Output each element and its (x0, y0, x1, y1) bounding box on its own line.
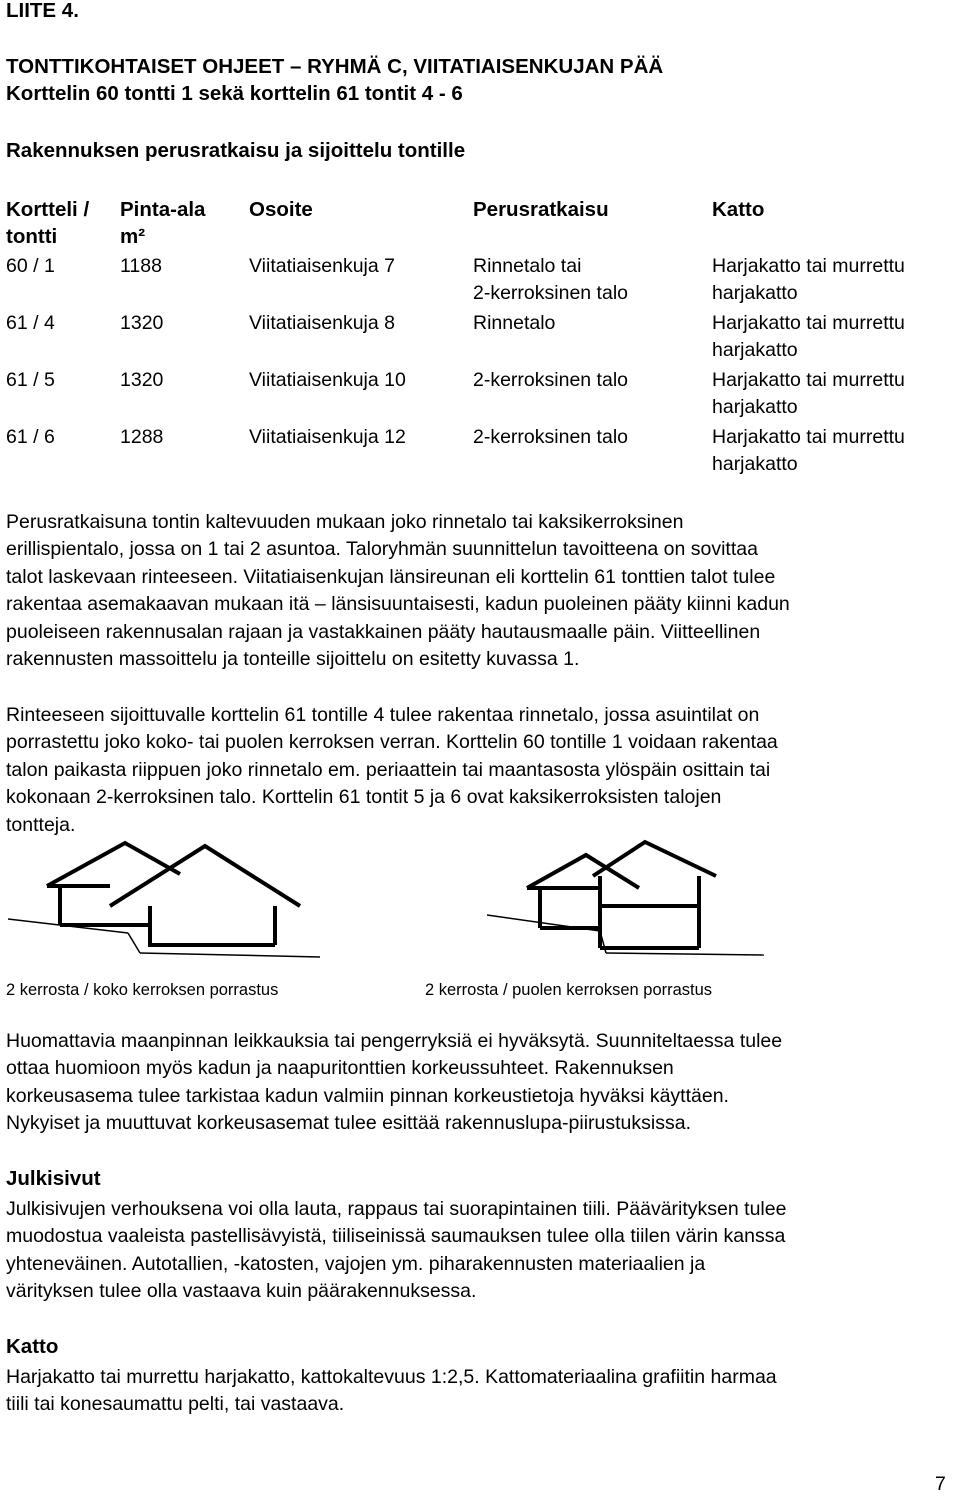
cell-solution: 2-kerroksinen talo (473, 369, 628, 391)
roof-heading: Katto (6, 1335, 59, 1358)
cell-roof: Harjakatto tai murrettu harjakatto (712, 312, 905, 361)
header-area: Pinta-ala m² (120, 198, 206, 248)
page-number: 7 (935, 1473, 946, 1495)
cell-address: Viitatiaisenkuja 7 (249, 255, 395, 277)
figure-caption-right: 2 kerrosta / puolen kerroksen porrastus (425, 981, 713, 999)
cell-area: 1288 (120, 426, 164, 448)
house-half-storey-figure (527, 842, 716, 948)
cell-roof: Harjakatto tai murrettu harjakatto (712, 426, 905, 475)
cell-roof: Harjakatto tai murrettu harjakatto (712, 369, 905, 418)
cell-address: Viitatiaisenkuja 12 (249, 426, 406, 448)
cell-area: 1320 (120, 369, 164, 391)
cell-area: 1320 (120, 312, 164, 334)
paragraph-placement: Perusratkaisuna tontin kaltevuuden mukaan joko rinnetalo tai kaksikerroksinen erillispientalo, jossa on 1 tai 2 asuntoa. Taloryhmän suunnittelun tavoitteena on sovittaa talot laskevaan rinteeseen. Viitatiaisenkujan länsireunan eli korttelin 61 tonttien talot tulee rakentaa asemakaavan mukaan itä – länsisuuntaisesti, kadun puoleinen pääty kiinni kadun puoleiseen rakennusalan rajaan ja vastakkainen pääty hautausmaalle päin. Viitteellinen rakennusten massoittelu ja tonteille sijoittelu on esitetty kuvassa 1. (6, 511, 790, 671)
paragraph-roof: Harjakatto tai murrettu harjakatto, kattokaltevuus 1:2,5. Kattomateriaalina grafiitin harmaa tiili tai konesaumattu pelti, tai vastaava. (6, 1366, 777, 1416)
lot-table (0, 196, 960, 486)
cell-roof: Harjakatto tai murrettu harjakatto (712, 255, 905, 304)
document-title: TONTTIKOHTAISET OHJEET – RYHMÄ C, VIITATIAISENKUJAN PÄÄ (6, 55, 664, 78)
house-section-figures (0, 835, 960, 965)
facades-heading: Julkisivut (6, 1167, 101, 1190)
paragraph-facades: Julkisivujen verhouksena voi olla lauta, rappaus tai suorapintainen tiili. Päävärityksen tulee muodostua vaaleista pastellisävyistä, tiiliseinissä saumauksen tulee olla tiilen värin kanssa yhteneväinen. Autotallien, -katosten, vajojen ym. piharakennusten materiaalien ja värityksen tulee olla vastaava kuin päärakennuksessa. (6, 1198, 787, 1303)
document-subtitle: Korttelin 60 tontti 1 sekä korttelin 61 tontit 4 - 6 (6, 82, 463, 105)
header-solution: Perusratkaisu (473, 198, 609, 221)
cell-block: 60 / 1 (6, 255, 55, 277)
cell-block: 61 / 4 (6, 312, 55, 334)
cell-address: Viitatiaisenkuja 10 (249, 369, 406, 391)
paragraph-ground-levels: Huomattavia maanpinnan leikkauksia tai pengerryksiä ei hyväksytä. Suunniteltaessa tulee ottaa huomioon myös kadun ja naapuritonttien korkeussuhteet. Rakennuksen korkeusasema tulee tarkistaa kadun valmiin pinnan korkeustietoja hyväksi käyttäen. Nykyiset ja muuttuvat korkeusasemat tulee esittää rakennuslupa-piirustuksissa. (6, 1030, 783, 1135)
header-block: Kortteli / tontti (6, 198, 90, 248)
cell-address: Viitatiaisenkuja 8 (249, 312, 395, 334)
cell-solution: 2-kerroksinen talo (473, 426, 628, 448)
cell-block: 61 / 6 (6, 426, 55, 448)
appendix-label: LIITE 4. (6, 0, 79, 22)
cell-solution: Rinnetalo tai 2-kerroksinen talo (473, 255, 628, 304)
cell-solution: Rinnetalo (473, 312, 556, 334)
cell-block: 61 / 5 (6, 369, 55, 391)
header-address: Osoite (249, 198, 313, 221)
cell-area: 1188 (120, 255, 162, 277)
header-roof: Katto (712, 198, 765, 221)
paragraph-slope-lots: Rinteeseen sijoittuvalle korttelin 61 tontille 4 tulee rakentaa rinnetalo, jossa asuintilat on porrastettu joko koko- tai puolen kerroksen verran. Korttelin 60 tontille 1 voidaan rakentaa talon paikasta riippuen joko rinnetalo em. periaattein tai maantasosta ylöspäin osittain tai kokonaan 2-kerroksinen talo. Korttelin 61 tontit 5 ja 6 ovat kaksikerroksisten talojen tontteja. (6, 704, 778, 836)
section-heading: Rakennuksen perusratkaisu ja sijoittelu tontille (6, 139, 466, 162)
figure-caption-left: 2 kerrosta / koko kerroksen porrastus (6, 981, 279, 999)
house-full-storey-figure (47, 843, 300, 945)
